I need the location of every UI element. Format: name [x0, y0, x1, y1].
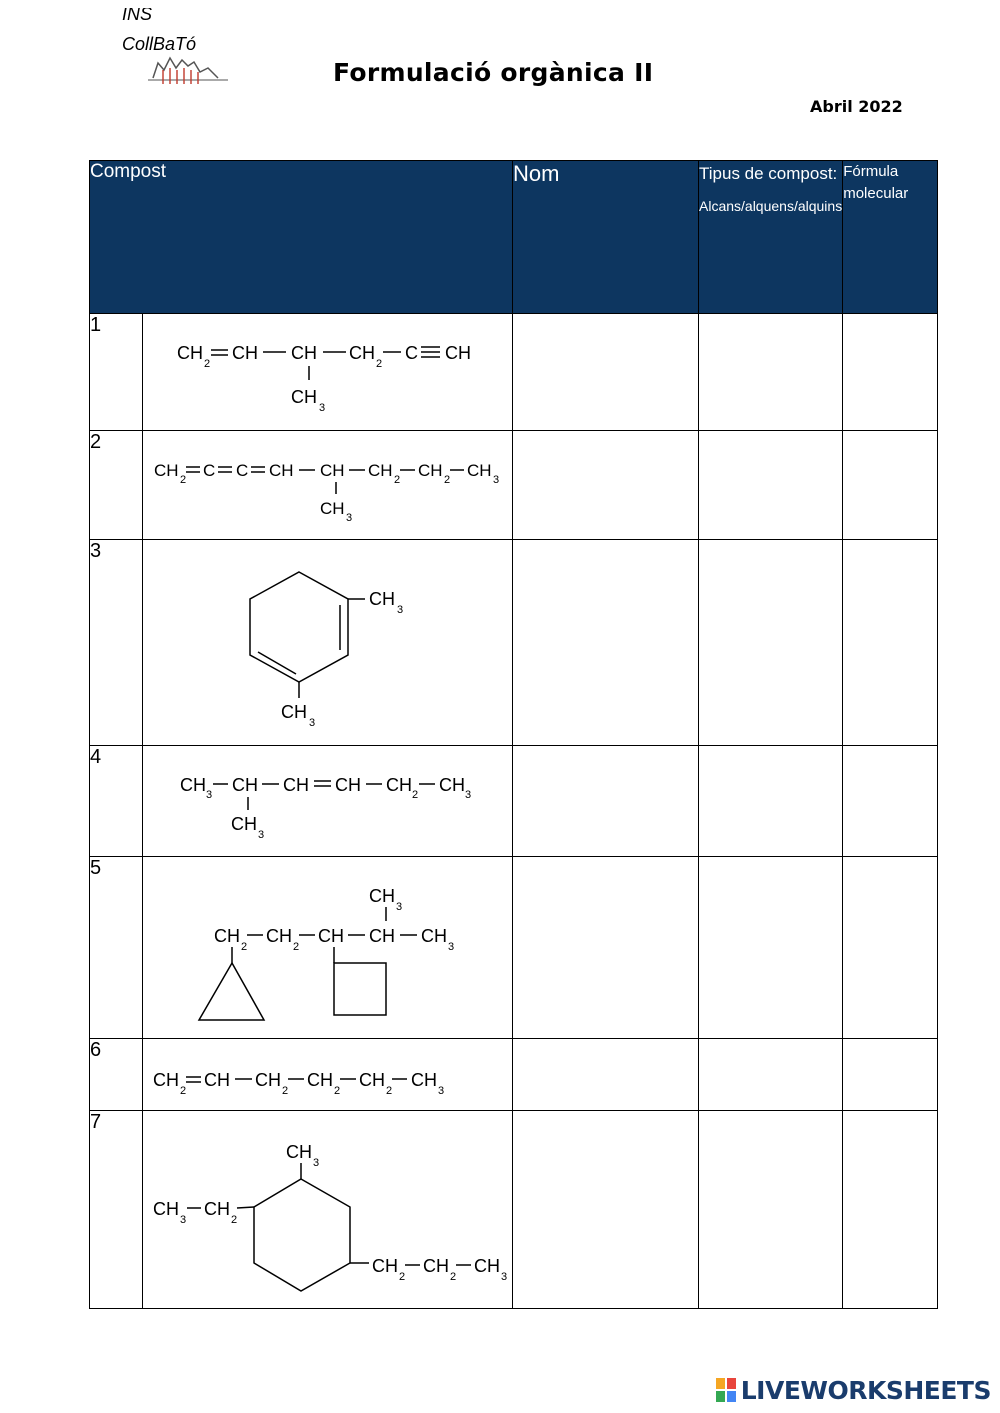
header-tipus — [699, 161, 843, 314]
answer-nom[interactable] — [513, 540, 699, 746]
compound-structure-7 — [143, 1111, 513, 1309]
page-title: Formulació orgànica II — [333, 58, 654, 87]
row-number: 3 — [90, 540, 143, 746]
svg-text:CH: CH — [368, 461, 393, 480]
svg-text:CH: CH — [320, 499, 345, 518]
svg-text:3: 3 — [313, 1157, 320, 1169]
answer-formula[interactable] — [843, 431, 938, 540]
liveworksheets-logo-icon — [716, 1378, 738, 1404]
row-number: 1 — [90, 314, 143, 431]
svg-text:CH: CH — [232, 775, 258, 795]
school-logo — [118, 8, 248, 88]
row-number: 6 — [90, 1039, 143, 1111]
svg-text:3: 3 — [397, 604, 404, 616]
svg-text:C: C — [236, 461, 249, 480]
svg-text:CH: CH — [286, 1142, 312, 1162]
row-number: 7 — [90, 1111, 143, 1309]
svg-text:CH: CH — [153, 1070, 179, 1090]
svg-text:2: 2 — [444, 474, 451, 486]
svg-text:CH: CH — [335, 775, 361, 795]
svg-text:CollBaTó: CollBaTó — [122, 34, 197, 54]
answer-tipus[interactable] — [699, 540, 843, 746]
answer-nom[interactable] — [513, 1111, 699, 1309]
svg-text:CH: CH — [255, 1070, 281, 1090]
answer-tipus[interactable] — [699, 314, 843, 431]
header-compost: Compost — [90, 161, 513, 314]
svg-text:CH: CH — [439, 775, 465, 795]
svg-text:3: 3 — [346, 512, 353, 524]
svg-text:CH: CH — [418, 461, 443, 480]
svg-text:CH: CH — [369, 886, 395, 906]
svg-text:CH: CH — [318, 926, 344, 946]
svg-text:2: 2 — [180, 1085, 187, 1097]
svg-text:3: 3 — [309, 717, 316, 729]
brand-name: LIVEWORKSHEETS — [740, 1376, 991, 1405]
svg-text:CH: CH — [154, 461, 179, 480]
compound-structure-6 — [143, 1039, 513, 1111]
svg-text:CH: CH — [232, 343, 258, 363]
svg-text:3: 3 — [180, 1214, 187, 1226]
svg-text:2: 2 — [450, 1271, 457, 1283]
table-row — [90, 746, 938, 857]
svg-text:3: 3 — [465, 789, 472, 801]
answer-tipus[interactable] — [699, 1039, 843, 1111]
svg-text:2: 2 — [412, 789, 419, 801]
answer-formula[interactable] — [843, 1039, 938, 1111]
svg-text:CH: CH — [281, 702, 307, 722]
row-number: 5 — [90, 857, 143, 1039]
svg-text:3: 3 — [396, 901, 403, 913]
table-row — [90, 857, 938, 1039]
svg-text:2: 2 — [376, 358, 383, 370]
answer-tipus[interactable] — [699, 857, 843, 1039]
table-row — [90, 1111, 938, 1309]
svg-text:CH: CH — [421, 926, 447, 946]
svg-text:CH: CH — [307, 1070, 333, 1090]
table-row — [90, 1039, 938, 1111]
svg-text:CH: CH — [291, 387, 317, 407]
answer-tipus[interactable] — [699, 746, 843, 857]
compound-structure-3 — [143, 540, 513, 746]
answer-nom[interactable] — [513, 314, 699, 431]
table-row — [90, 314, 938, 431]
document-date: Abril 2022 — [810, 97, 903, 116]
svg-text:2: 2 — [231, 1214, 238, 1226]
compound-structure-5 — [143, 857, 513, 1039]
answer-formula[interactable] — [843, 314, 938, 431]
answer-tipus[interactable] — [699, 1111, 843, 1309]
svg-text:CH: CH — [474, 1256, 500, 1276]
svg-text:3: 3 — [438, 1085, 445, 1097]
svg-text:CH: CH — [467, 461, 492, 480]
answer-formula[interactable] — [843, 1111, 938, 1309]
svg-text:3: 3 — [319, 402, 326, 414]
svg-text:CH: CH — [423, 1256, 449, 1276]
svg-text:CH: CH — [369, 589, 395, 609]
exercise-table — [89, 160, 938, 1309]
answer-tipus[interactable] — [699, 431, 843, 540]
compound-structure-1 — [143, 314, 513, 431]
answer-nom[interactable] — [513, 746, 699, 857]
answer-formula[interactable] — [843, 540, 938, 746]
svg-text:2: 2 — [241, 941, 248, 953]
svg-text:CH: CH — [372, 1256, 398, 1276]
svg-text:CH: CH — [386, 775, 412, 795]
answer-formula[interactable] — [843, 857, 938, 1039]
compound-structure-2 — [143, 431, 513, 540]
answer-formula[interactable] — [843, 746, 938, 857]
svg-text:CH: CH — [349, 343, 375, 363]
svg-text:2: 2 — [394, 474, 401, 486]
header-nom: Nom — [513, 161, 699, 314]
svg-text:2: 2 — [204, 358, 211, 370]
answer-nom[interactable] — [513, 1039, 699, 1111]
answer-nom[interactable] — [513, 857, 699, 1039]
svg-text:CH: CH — [411, 1070, 437, 1090]
svg-text:CH: CH — [177, 343, 203, 363]
svg-text:INS: INS — [122, 8, 153, 24]
svg-text:CH: CH — [214, 926, 240, 946]
svg-text:3: 3 — [448, 941, 455, 953]
svg-text:CH: CH — [320, 461, 345, 480]
header-formula: Fórmula molecular — [843, 161, 938, 314]
svg-text:CH: CH — [204, 1199, 230, 1219]
svg-text:3: 3 — [501, 1271, 508, 1283]
svg-text:C: C — [405, 343, 418, 363]
svg-text:3: 3 — [258, 829, 265, 841]
svg-text:CH: CH — [369, 926, 395, 946]
table-header-row — [90, 161, 938, 314]
svg-text:CH: CH — [153, 1199, 179, 1219]
table-row — [90, 540, 938, 746]
svg-text:CH: CH — [283, 775, 309, 795]
svg-text:CH: CH — [231, 814, 257, 834]
svg-text:2: 2 — [180, 474, 187, 486]
row-number: 2 — [90, 431, 143, 540]
table-row — [90, 431, 938, 540]
header-tipus-sub: Alcans/alquens/alquins — [699, 198, 843, 214]
header-tipus-label: Tipus de compost: — [699, 164, 838, 183]
svg-text:CH: CH — [269, 461, 294, 480]
liveworksheets-brand[interactable] — [716, 1376, 991, 1405]
compound-structure-4 — [143, 746, 513, 857]
svg-text:CH: CH — [266, 926, 292, 946]
svg-text:CH: CH — [291, 343, 317, 363]
svg-text:2: 2 — [399, 1271, 406, 1283]
svg-text:2: 2 — [293, 941, 300, 953]
svg-text:2: 2 — [334, 1085, 341, 1097]
row-number: 4 — [90, 746, 143, 857]
svg-text:2: 2 — [282, 1085, 289, 1097]
svg-text:CH: CH — [180, 775, 206, 795]
svg-text:C: C — [203, 461, 216, 480]
svg-text:CH: CH — [359, 1070, 385, 1090]
svg-text:2: 2 — [386, 1085, 393, 1097]
answer-nom[interactable] — [513, 431, 699, 540]
svg-text:3: 3 — [206, 789, 213, 801]
svg-text:3: 3 — [493, 474, 500, 486]
svg-text:CH: CH — [445, 343, 471, 363]
svg-text:CH: CH — [204, 1070, 230, 1090]
